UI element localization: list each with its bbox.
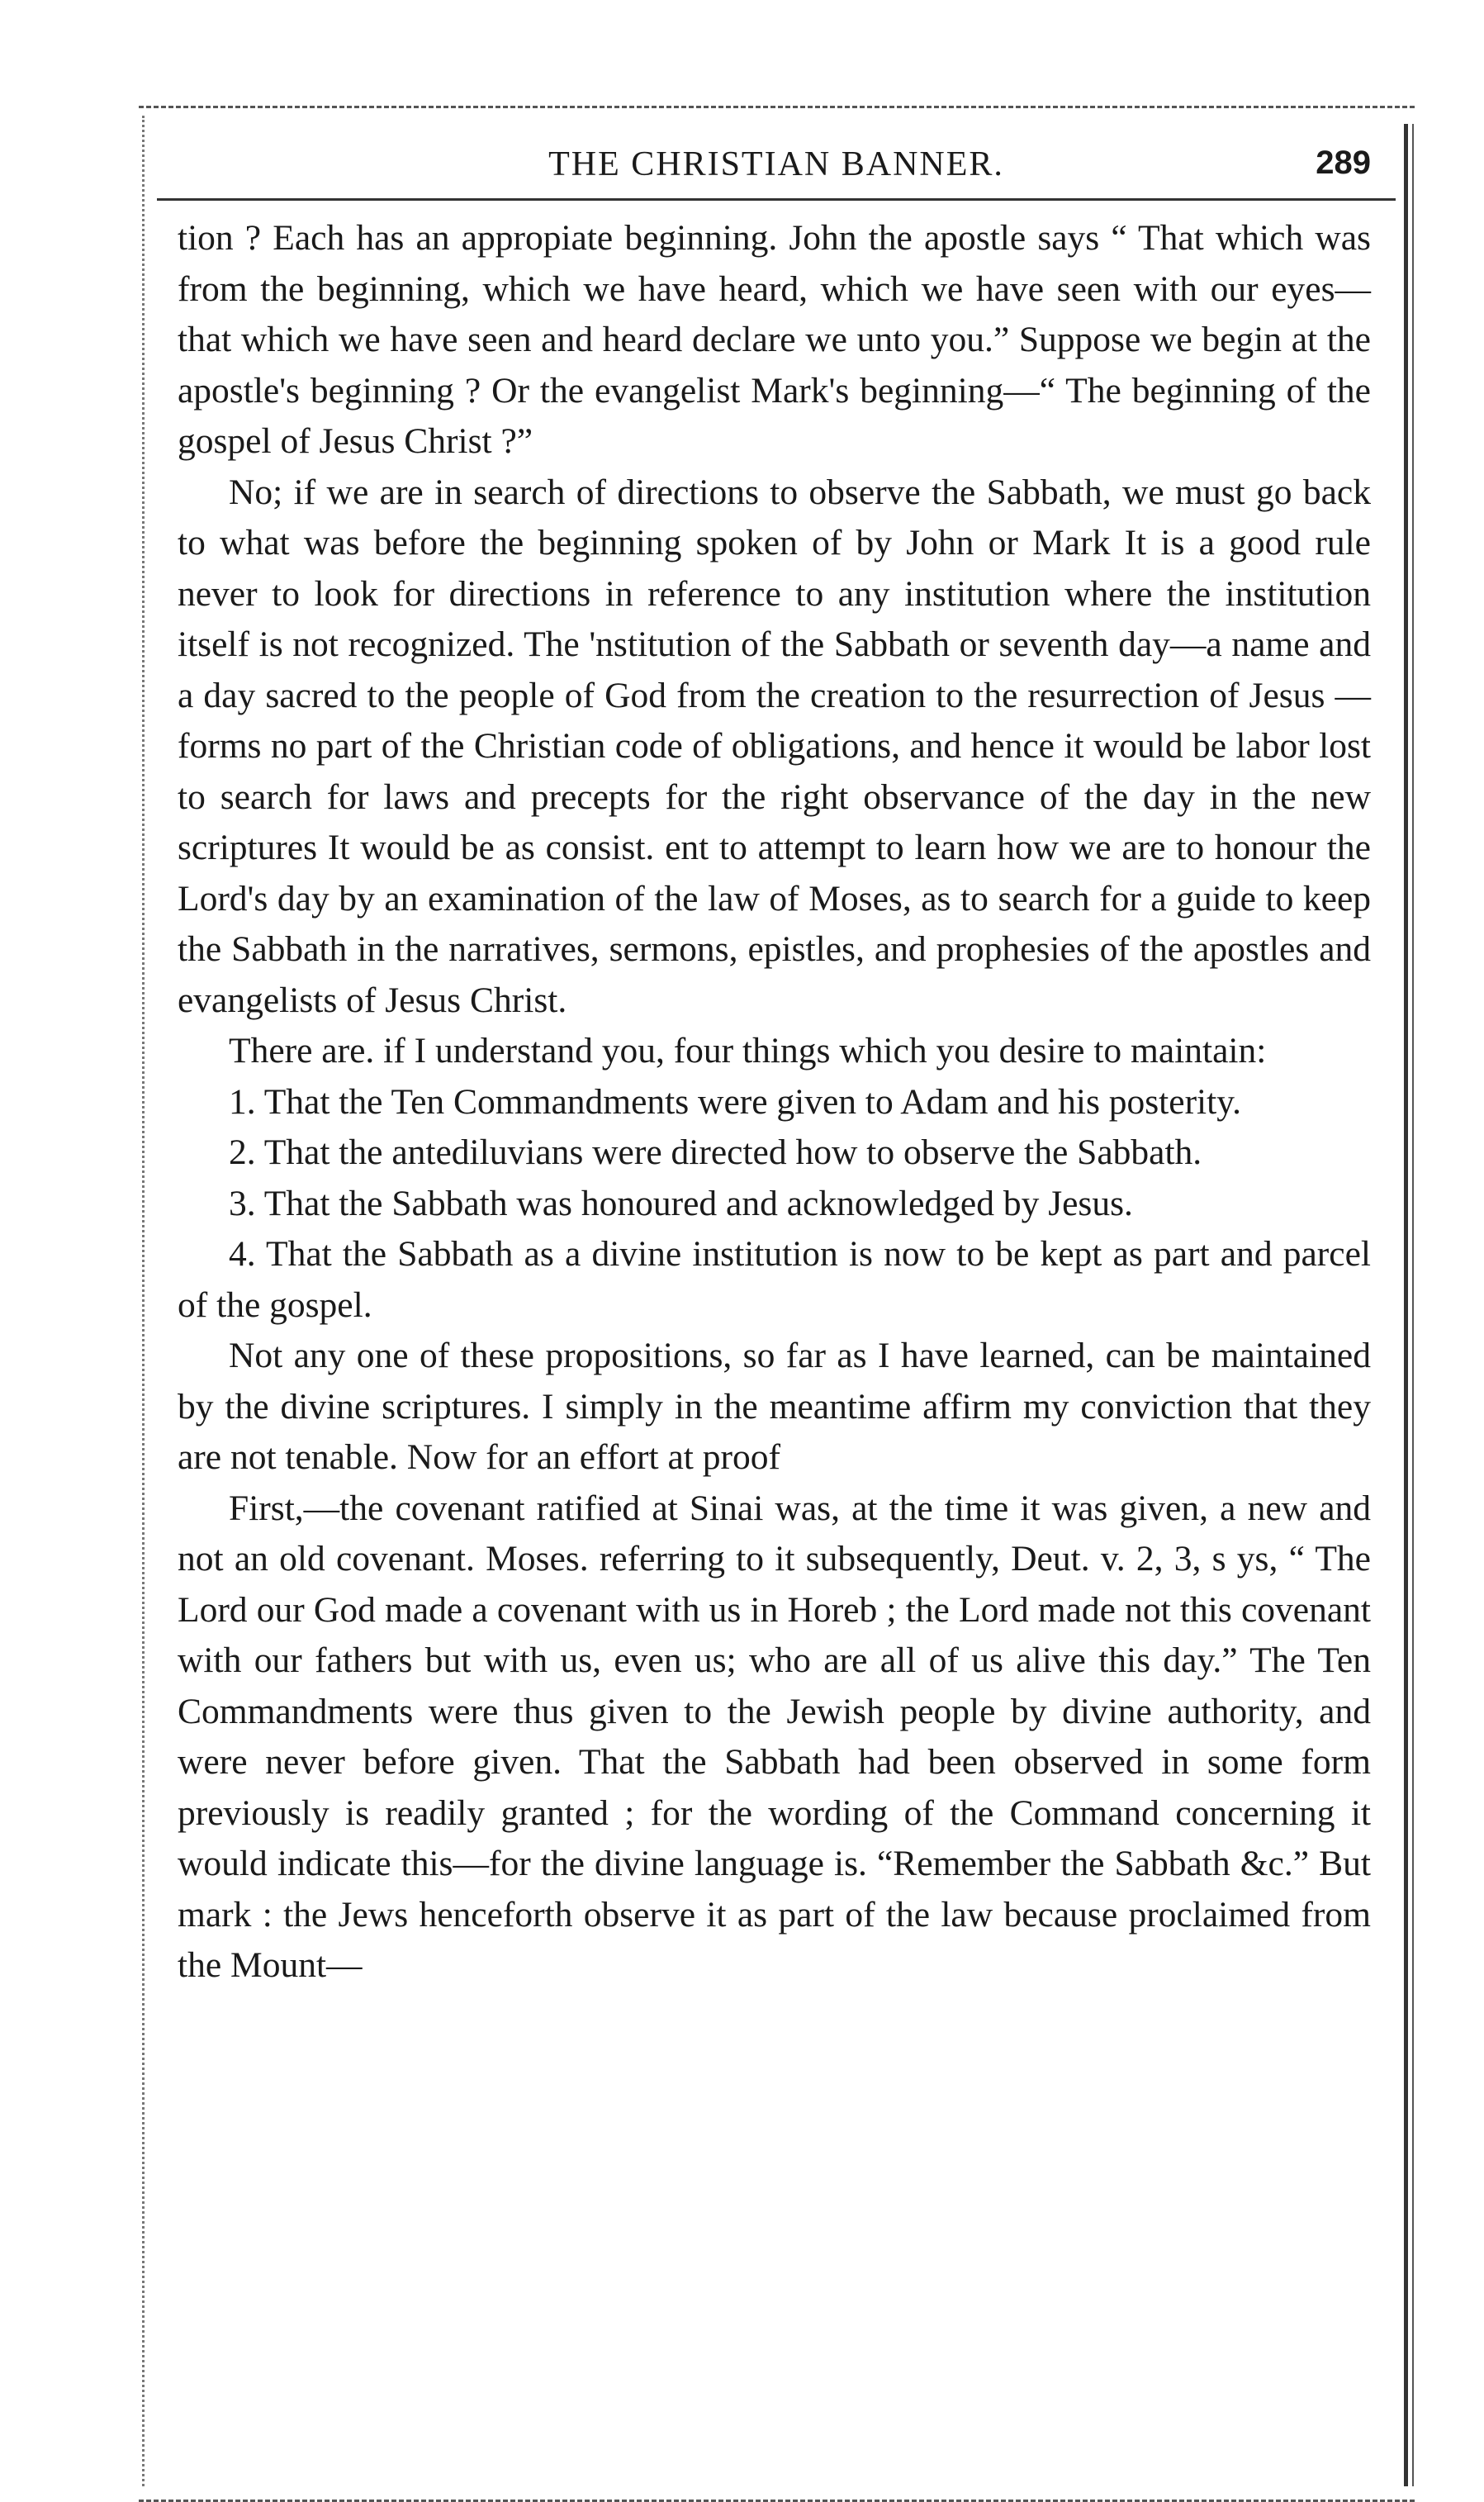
header-rule: [157, 198, 1396, 201]
right-border: [1404, 124, 1408, 2486]
running-head: [173, 145, 1379, 194]
running-title: THE CHRISTIAN BANNER.: [548, 145, 1004, 183]
list-item-2: 2. That the antediluvians were directed how to observe the Sabbath.: [229, 1132, 1202, 1172]
right-border-inner: [1412, 124, 1414, 2486]
article-body: [178, 213, 1371, 1992]
paragraph-2: No; if we are in search of directions to observe the Sabbath, we must go back to what was before the beginning spoken of by John or Mark It is a good rule never to look for directions in reference to any institution where the institution itself is not recognized. The 'nstitution of the Sabbath or seventh day—a name and a day sacred to the people of God from the creation to the resurrection of Jesus —forms no part of the Christian code of obligations, and hence it would be labor lost to search for laws and precepts for the right observance of the day in the new scriptures It would be as consist. ent to attempt to learn how we are to honour the Lord's day by an examination of the law of Moses, as to search for a guide to keep the Sabbath in the narratives, sermons, epistles, and prophesies of the apostles and evangelists of Jesus Christ.: [178, 472, 1371, 1020]
page-number: 289: [1316, 145, 1371, 181]
list-item-3: 3. That the Sabbath was honoured and acknowledged by Jesus.: [229, 1183, 1133, 1223]
list-item-4: 4. That the Sabbath as a divine institution is now to be kept as part and parcel of the gospel.: [178, 1234, 1371, 1325]
left-border: [142, 116, 145, 2486]
paragraph-5: First,—the covenant ratified at Sinai was, at the time it was given, a new and not an old covenant. Moses. referring to it subsequently, Deut. v. 2, 3, s ys, “ The Lord our God made a covenant with us in Horeb ; the Lord made not this covenant with our fathers but with us, even us; who are all of us alive this day.” The Ten Commandments were thus given to the Jewish people by divine authority, and were never before given. That the Sabbath had been observed in some form previously is readily granted ; for the wording of the Command concerning it would indicate this—for the divine language is. “Remember the Sabbath &c.” But mark : the Jews henceforth observe it as part of the law because proclaimed from the Mount—: [178, 1488, 1371, 1985]
list-item-1: 1. That the Ten Commandments were given to Adam and his posterity.: [229, 1081, 1242, 1122]
paragraph-1: tion ? Each has an appropiate beginning. John the apostle says “ That which was from the beginning, which we have heard, which we have seen with our eyes—that which we have seen and heard declare we unto you.” Suppose we begin at the apostle's beginning ? Or the evangelist Mark's beginning—“ The beginning of the gospel of Jesus Christ ?”: [178, 218, 1371, 461]
paragraph-4: Not any one of these propositions, so far as I have learned, can be maintained by the divine scriptures. I simply in the meantime affirm my conviction that they are not tenable. Now for an effort at proof: [178, 1336, 1371, 1477]
paragraph-3: There are. if I understand you, four things which you desire to maintain:: [229, 1031, 1267, 1071]
